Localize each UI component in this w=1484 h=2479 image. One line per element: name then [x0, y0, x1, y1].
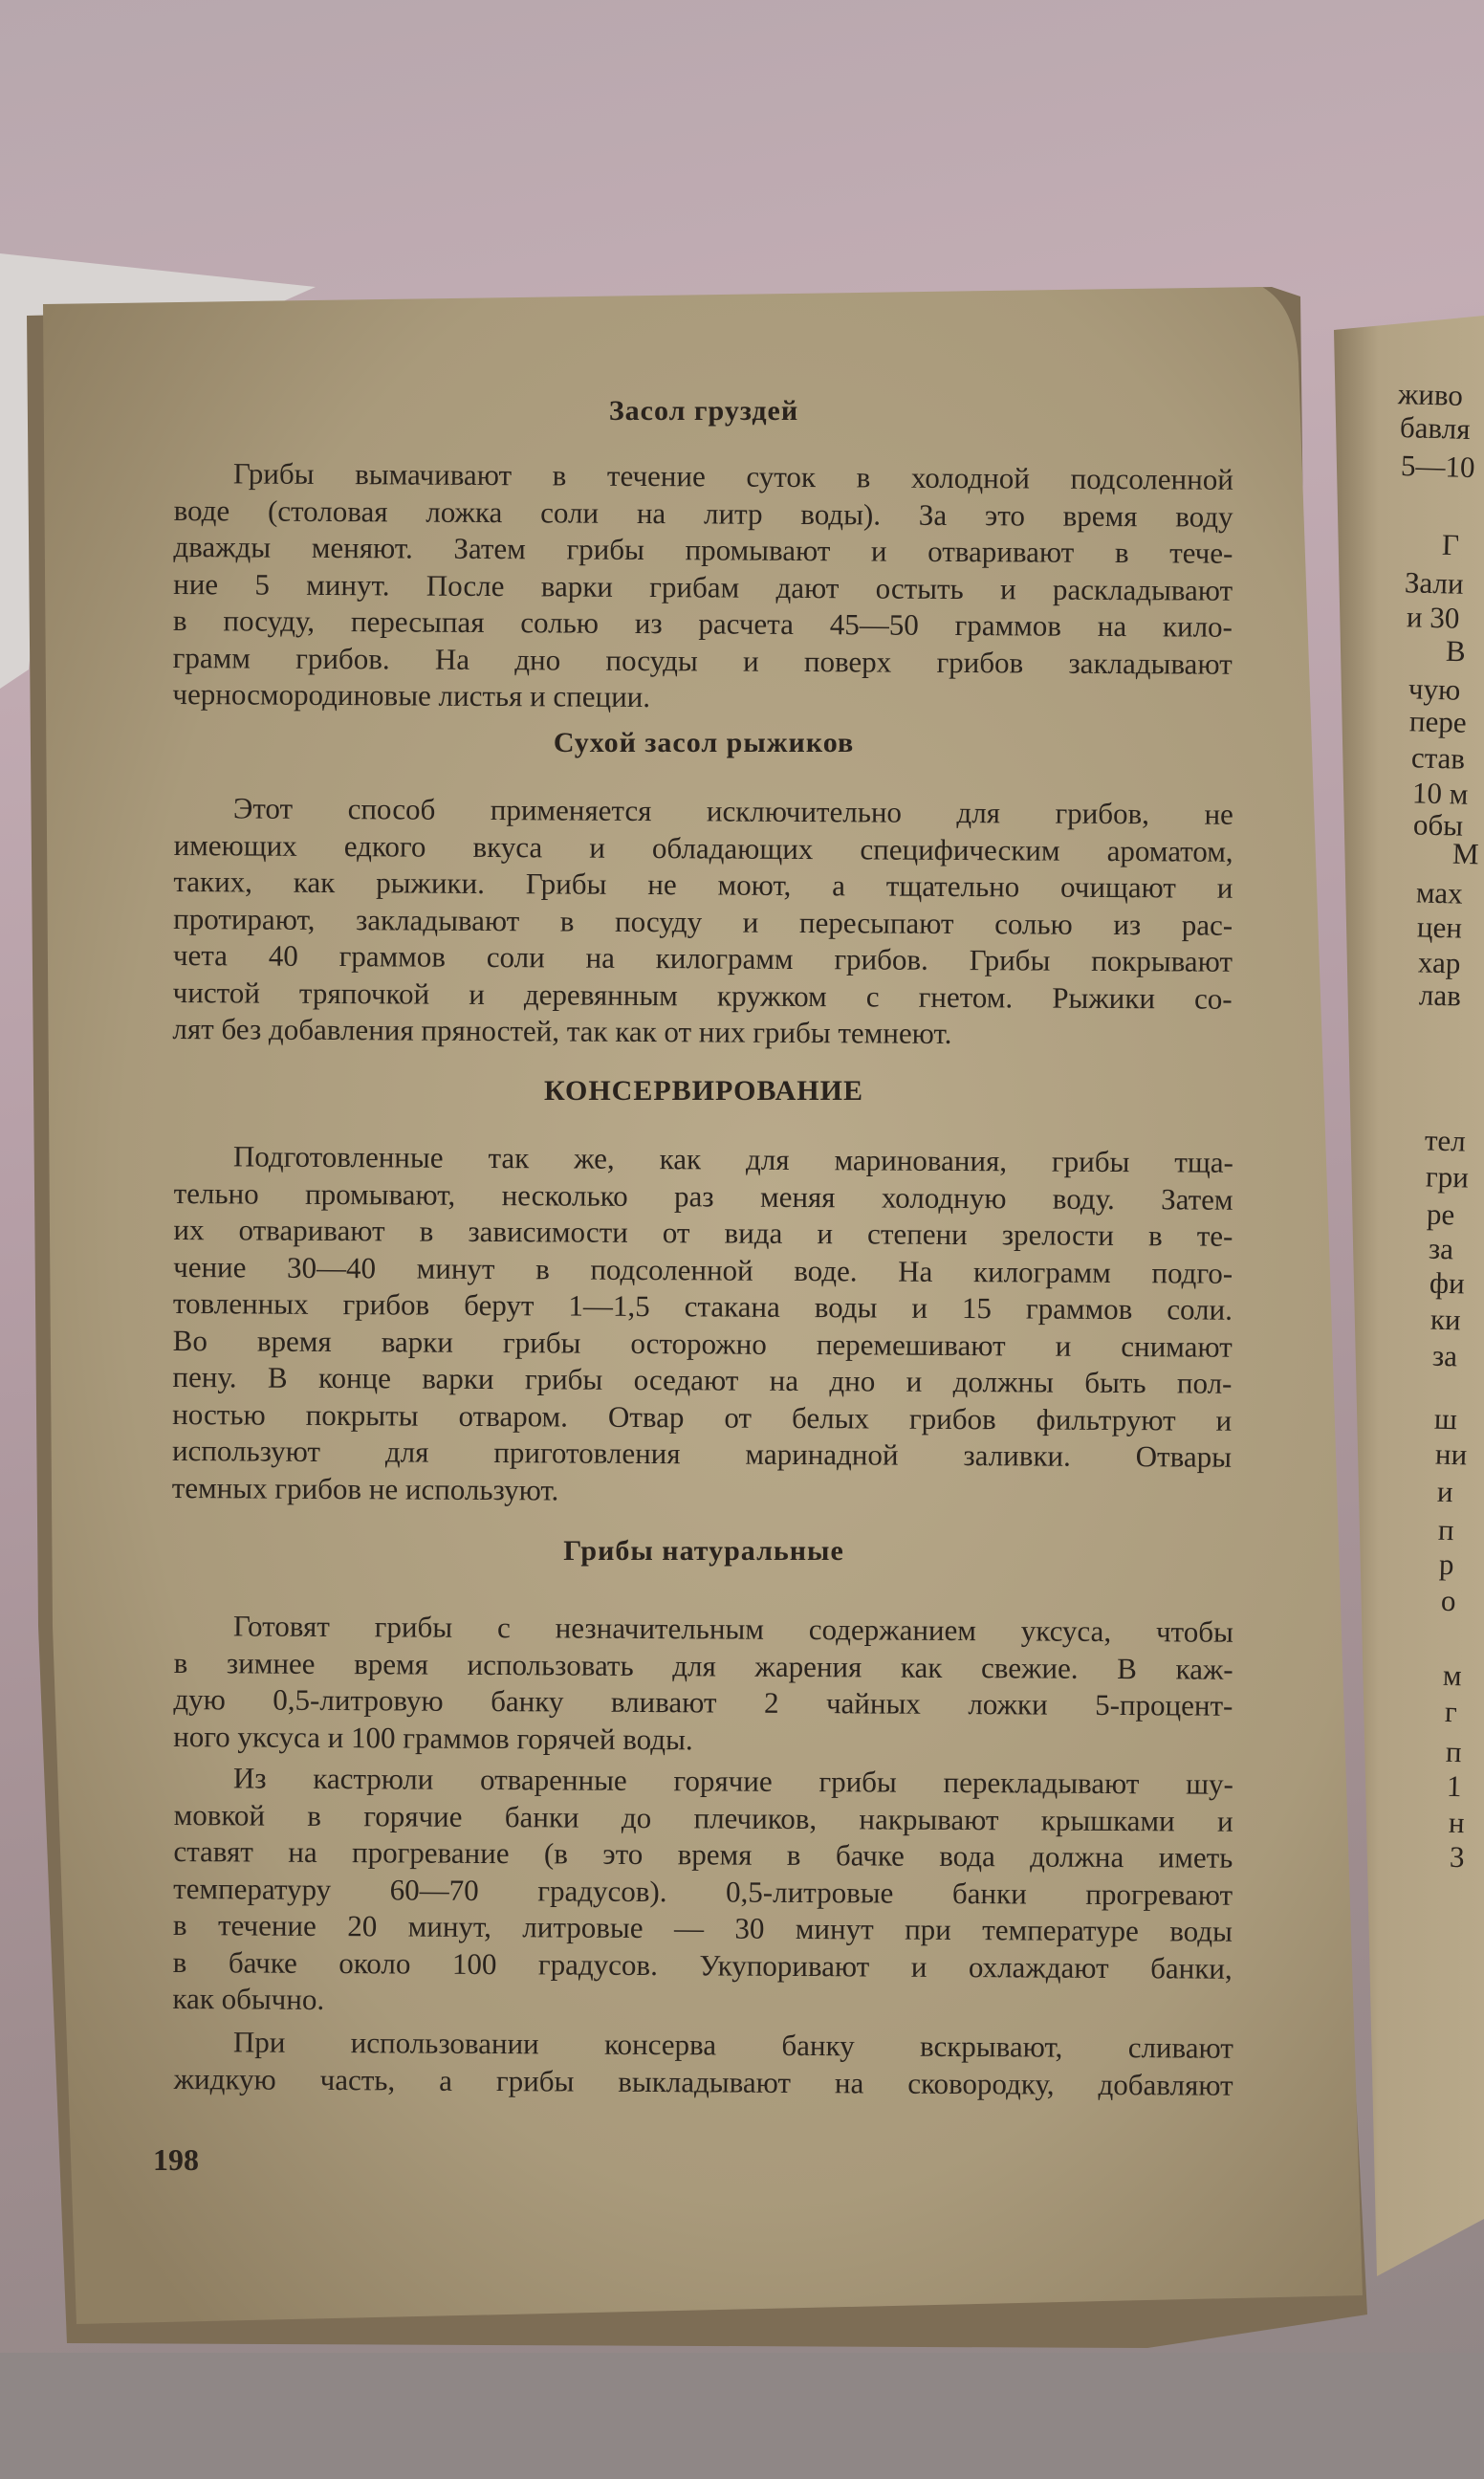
- right-page-fragment: за: [1431, 1338, 1458, 1373]
- right-page-fragment: Г: [1441, 528, 1460, 562]
- text-line: чение 30—40 минут в подсоленной воде. На килограмм подго-: [173, 1249, 1233, 1290]
- text-line: их отваривают в зависимости от вида и степени зрелости в те-: [173, 1212, 1233, 1253]
- right-page-fragment: М: [1451, 836, 1480, 870]
- text-line: Во время варки грибы осторожно перемешивают и снимают: [172, 1323, 1233, 1364]
- right-page-fragment: н: [1448, 1805, 1465, 1840]
- text-line: как обычно.: [172, 1981, 325, 2016]
- right-page-fragment: ки: [1429, 1302, 1462, 1337]
- text-line: воде (столовая ложка соли на литр воды). За это время воду: [173, 493, 1233, 534]
- text-line: Этот способ применяется исключительно для грибов, не: [232, 791, 1233, 831]
- right-page-fragment: Зали: [1404, 565, 1465, 601]
- right-page-fragment: обы: [1412, 807, 1464, 843]
- right-page-fragment: живо: [1398, 377, 1464, 413]
- right-page-fragment: 1: [1446, 1768, 1463, 1804]
- right-page-fragment: чую: [1408, 670, 1461, 707]
- right-page-fragment: ш: [1433, 1402, 1458, 1437]
- right-page-fragment: мах: [1415, 875, 1463, 910]
- text-line: ностью покрыты отваром. Отвар от белых грибов фильтруют и: [172, 1396, 1233, 1437]
- right-page-fragment: р: [1438, 1547, 1455, 1582]
- text-line: жидкую часть, а грибы выкладывают на сковородку, добавляют: [173, 2061, 1233, 2102]
- section-title: Сухой засол рыжиков: [553, 727, 855, 758]
- right-page-fragment: гри: [1425, 1159, 1470, 1196]
- paragraph: [172, 790, 1233, 1054]
- text-line: Готовят грибы с незначительным содержанием уксуса, чтобы: [232, 1609, 1233, 1649]
- right-page-fragment: и: [1436, 1475, 1453, 1509]
- text-line: Подготовленные так же, как для маринования, грибы тща-: [232, 1139, 1233, 1179]
- paragraph: [172, 1760, 1233, 2024]
- right-page-fragment: хар: [1417, 945, 1462, 980]
- right-page-fragment: лав: [1419, 977, 1462, 1013]
- text-line: Грибы вымачивают в течение суток в холодной подсоленной: [232, 456, 1233, 496]
- text-line: температуру 60—70 градусов). 0,5-литровые банки прогревают: [173, 1871, 1233, 1912]
- right-page-fragment: 5—10: [1400, 448, 1476, 484]
- text-line: ние 5 минут. После варки грибам дают остыть и раскладывают: [173, 566, 1233, 607]
- text-line: чистой тряпочкой и деревянным кружком с гнетом. Рыжики со-: [172, 975, 1233, 1016]
- text-line: таких, как рыжики. Грибы не моют, а тщательно очищают и: [173, 864, 1233, 905]
- right-page-fragment: п: [1445, 1734, 1463, 1768]
- page-number: 198: [153, 2142, 199, 2177]
- right-page-fragment: бавля: [1399, 409, 1471, 446]
- paragraph: [174, 2024, 1233, 2104]
- paragraph: [173, 1608, 1233, 1762]
- right-page-fragment: тел: [1424, 1123, 1467, 1159]
- text-line: Из кастрюли отваренные горячие грибы перекладывают шу-: [232, 1761, 1233, 1801]
- paragraph: [172, 1138, 1233, 1513]
- right-page-fragment: ни: [1434, 1437, 1468, 1472]
- right-page-fragment: пере: [1409, 704, 1468, 740]
- text-line: ного уксуса и 100 граммов горячей воды.: [173, 1719, 693, 1756]
- right-page-fragment: и 30: [1406, 600, 1460, 636]
- text-line: товленных грибов берут 1—1,5 стакана воды и 15 граммов соли.: [172, 1285, 1233, 1327]
- section-title: Грибы натуральные: [563, 1535, 844, 1567]
- text-line: используют для приготовления маринадной заливки. Отвары: [171, 1433, 1233, 1474]
- text-line: в течение 20 минут, литровые — 30 минут при температуре воды: [172, 1907, 1233, 1948]
- text-line: имеющих едкого вкуса и обладающих специфическим ароматом,: [173, 827, 1233, 868]
- right-page-fragment: цен: [1416, 910, 1463, 945]
- paragraph: [172, 455, 1233, 719]
- right-page-fragment: В: [1445, 633, 1466, 669]
- text-line: в бачке около 100 градусов. Укупоривают и охлаждают банки,: [172, 1944, 1233, 1985]
- right-page-fragment: 3: [1449, 1840, 1465, 1875]
- text-line: ставят на прогревание (в это время в бачке вода должна иметь: [173, 1833, 1233, 1875]
- text-line: в посуду, пересыпая солью из расчета 45—50 граммов на кило-: [172, 603, 1233, 644]
- text-line: дважды меняют. Затем грибы промывают и отваривают в тече-: [173, 529, 1233, 570]
- text-line: чета 40 граммов соли на килограмм грибов. Грибы покрывают: [172, 937, 1233, 978]
- right-page-fragment: п: [1437, 1512, 1455, 1547]
- text-line: дую 0,5-литровую банку вливают 2 чайных ложки 5-процент-: [173, 1681, 1233, 1722]
- right-page-fragment: ре: [1426, 1196, 1456, 1231]
- section-title: КОНСЕРВИРОВАНИЕ: [544, 1075, 863, 1107]
- text-line: протирают, закладывают в посуду и пересыпают солью из рас-: [173, 901, 1233, 942]
- right-page-fragment: за: [1428, 1231, 1454, 1266]
- text-line: грамм грибов. На дно посуды и поверх грибов закладывают: [172, 640, 1233, 681]
- text-line: черносмородиновые листья и специи.: [172, 676, 651, 714]
- text-line: тельно промывают, несколько раз меняя холодную воду. Затем: [173, 1175, 1233, 1217]
- right-page-fragment: г: [1444, 1695, 1457, 1729]
- right-page-fragment: 10 м: [1411, 776, 1469, 811]
- text-line: мовкой в горячие банки до плечиков, накрывают крышками и: [173, 1797, 1233, 1838]
- right-page-fragment: став: [1410, 740, 1466, 777]
- text-line: При использовании консерва банку вскрывают, сливают: [232, 2025, 1233, 2065]
- right-page-fragment: м: [1442, 1657, 1463, 1693]
- section-title: Засол груздей: [608, 395, 799, 427]
- text-line: лят без добавления пряностей, так как от них грибы темнеют.: [172, 1011, 952, 1050]
- right-page-fragment: о: [1440, 1584, 1456, 1618]
- text-line: пену. В конце варки грибы оседают на дно и должны быть пол-: [172, 1359, 1233, 1400]
- text-line: темных грибов не используют.: [171, 1470, 559, 1506]
- right-page-fragment: фи: [1429, 1265, 1466, 1301]
- text-line: в зимнее время использовать для жарения как свежие. В каж-: [173, 1645, 1233, 1686]
